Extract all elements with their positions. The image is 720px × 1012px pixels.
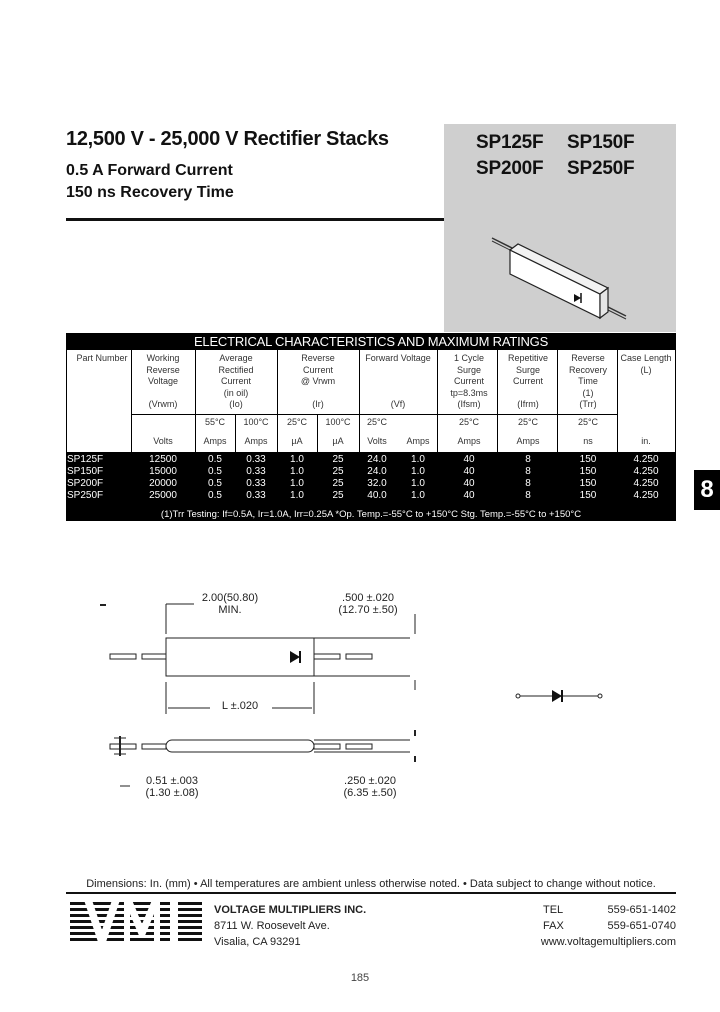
table-cell: 150 (579, 478, 597, 489)
unit-label: Amps (516, 436, 540, 446)
table-cell: 1.0 (290, 478, 304, 489)
table-cell: 4.250 (633, 478, 659, 489)
part-number: SP150F (567, 132, 635, 153)
table-cell: 40 (463, 490, 475, 501)
table-footnote: (1)Trr Testing: If=0.5A, Ir=1.0A, Irr=0.25A *Op. Temp.=-55°C to +150°C Stg. Temp.=-55°C to +150°C (160, 509, 582, 520)
body-diameter-dimension: .500 ±.020 (12.70 ±.50) (338, 592, 398, 616)
table-cell: 8 (525, 490, 531, 501)
table-cell: 24.0 (367, 454, 387, 465)
footer-rule (66, 892, 676, 894)
table-cell: 24.0 (367, 466, 387, 477)
lead-diameter-dimension: 0.51 ±.003 (1.30 ±.08) (145, 775, 199, 799)
page-title: 12,500 V - 25,000 V Rectifier Stacks (66, 128, 389, 150)
col-header-repetitive-surge: Repetitive Surge Current (Ifrm) (507, 353, 549, 409)
table-cell: 40 (463, 466, 475, 477)
table-cell: 0.33 (246, 454, 266, 465)
table-data-area (67, 452, 675, 508)
table-cell: 32.0 (367, 478, 387, 489)
grid-line (497, 350, 498, 452)
temp-label: 25°C (517, 417, 539, 427)
table-cell: 1.0 (411, 454, 425, 465)
grid-line (437, 350, 438, 452)
table-cell: 25 (332, 454, 344, 465)
fax-label: FAX (543, 920, 564, 932)
col-header-working-voltage: Working Reverse Voltage (Vrwm) (146, 353, 180, 409)
table-cell: 25 (332, 490, 344, 501)
table-cell: 0.5 (208, 466, 222, 477)
col-header-rectified-current: Average Rectified Current (in oil) (Io) (218, 353, 254, 409)
row-part-number: SP250F (67, 490, 104, 501)
header-rule (66, 218, 444, 221)
col-header-case-length: Case Length (L) (620, 353, 672, 375)
col-header-recovery-time: Reverse Recovery Time (1) (Trr) (568, 353, 607, 409)
unit-label: in. (641, 436, 651, 446)
table-cell: 15000 (149, 466, 177, 477)
grid-line (617, 350, 618, 452)
table-cell: 8 (525, 466, 531, 477)
body-length-dimension: L ±.020 (221, 700, 259, 712)
section-tab: 8 (694, 470, 720, 510)
table-cell: 1.0 (290, 490, 304, 501)
temp-label: 25°C (286, 417, 308, 427)
table-cell: 1.0 (290, 454, 304, 465)
col-header-reverse-current: Reverse Current @ Vrwm (Ir) (300, 353, 336, 409)
grid-line (195, 350, 196, 452)
unit-label: Amps (203, 436, 227, 446)
unit-label: µA (332, 436, 344, 446)
tel-number: 559-651-1402 (607, 904, 676, 916)
lead-length-dimension: 2.00(50.80) MIN. (201, 592, 259, 616)
row-part-number: SP150F (67, 466, 104, 477)
col-header-surge-current: 1 Cycle Surge Current tp=8.3ms (Ifsm) (450, 353, 488, 409)
grid-line (557, 350, 558, 452)
col-header-forward-voltage: Forward Voltage (Vf) (365, 353, 431, 409)
company-logo (70, 900, 202, 942)
table-cell: 150 (579, 490, 597, 501)
table-cell: 0.5 (208, 490, 222, 501)
unit-label: Amps (244, 436, 268, 446)
company-address-line2: Visalia, CA 93291 (214, 936, 301, 948)
part-number: SP250F (567, 158, 635, 179)
row-part-number: SP200F (67, 478, 104, 489)
temp-label: 100°C (325, 417, 351, 427)
row-part-number: SP125F (67, 454, 104, 465)
table-cell: 8 (525, 454, 531, 465)
unit-label: Volts (153, 436, 173, 446)
table-cell: 1.0 (411, 466, 425, 477)
company-name: VOLTAGE MULTIPLIERS INC. (214, 904, 367, 916)
subtitle-forward-current: 0.5 A Forward Current (66, 162, 233, 179)
table-cell: 40 (463, 478, 475, 489)
table-cell: 0.33 (246, 466, 266, 477)
table-cell: 40.0 (367, 490, 387, 501)
table-cell: 0.5 (208, 454, 222, 465)
page-number: 185 (350, 972, 370, 984)
unit-label: Amps (457, 436, 481, 446)
table-title: ELECTRICAL CHARACTERISTICS AND MAXIMUM RATINGS (193, 334, 549, 349)
table-cell: 1.0 (290, 466, 304, 477)
company-website[interactable]: www.voltagemultipliers.com (540, 936, 676, 948)
unit-label: Amps (406, 436, 430, 446)
grid-line (359, 350, 360, 452)
grid-line (131, 350, 132, 452)
table-cell: 1.0 (411, 478, 425, 489)
table-cell: 0.33 (246, 478, 266, 489)
grid-line (131, 414, 617, 415)
table-cell: 12500 (149, 454, 177, 465)
dimension-note: Dimensions: In. (mm) • All temperatures are ambient unless otherwise noted. • Data subject to change without notice. (86, 878, 656, 890)
table-cell: 4.250 (633, 454, 659, 465)
table-cell: 0.5 (208, 478, 222, 489)
subtitle-recovery-time: 150 ns Recovery Time (66, 184, 234, 201)
unit-label: µA (291, 436, 303, 446)
table-cell: 25000 (149, 490, 177, 501)
col-header-part-number: Part Number (76, 353, 128, 363)
table-cell: 150 (579, 454, 597, 465)
tel-label: TEL (543, 904, 564, 916)
table-cell: 25 (332, 466, 344, 477)
temp-label: 25°C (366, 417, 388, 427)
table-cell: 150 (579, 466, 597, 477)
grid-line (317, 414, 318, 452)
table-cell: 1.0 (411, 490, 425, 501)
company-address-line1: 8711 W. Roosevelt Ave. (214, 920, 330, 932)
grid-line (277, 350, 278, 452)
temp-label: 25°C (458, 417, 480, 427)
temp-label: 55°C (204, 417, 226, 427)
temp-label: 25°C (577, 417, 599, 427)
table-cell: 40 (463, 454, 475, 465)
end-diameter-dimension: .250 ±.020 (6.35 ±.50) (343, 775, 397, 799)
unit-label: ns (583, 436, 593, 446)
rectifier-illustration (480, 228, 630, 328)
temp-label: 100°C (243, 417, 269, 427)
table-cell: 25 (332, 478, 344, 489)
table-cell: 4.250 (633, 490, 659, 501)
table-cell: 0.33 (246, 490, 266, 501)
grid-line (235, 414, 236, 452)
unit-label: Volts (367, 436, 387, 446)
fax-number: 559-651-0740 (607, 920, 676, 932)
table-cell: 8 (525, 478, 531, 489)
table-cell: 4.250 (633, 466, 659, 477)
table-cell: 20000 (149, 478, 177, 489)
part-number: SP125F (476, 132, 544, 153)
part-number: SP200F (476, 158, 544, 179)
